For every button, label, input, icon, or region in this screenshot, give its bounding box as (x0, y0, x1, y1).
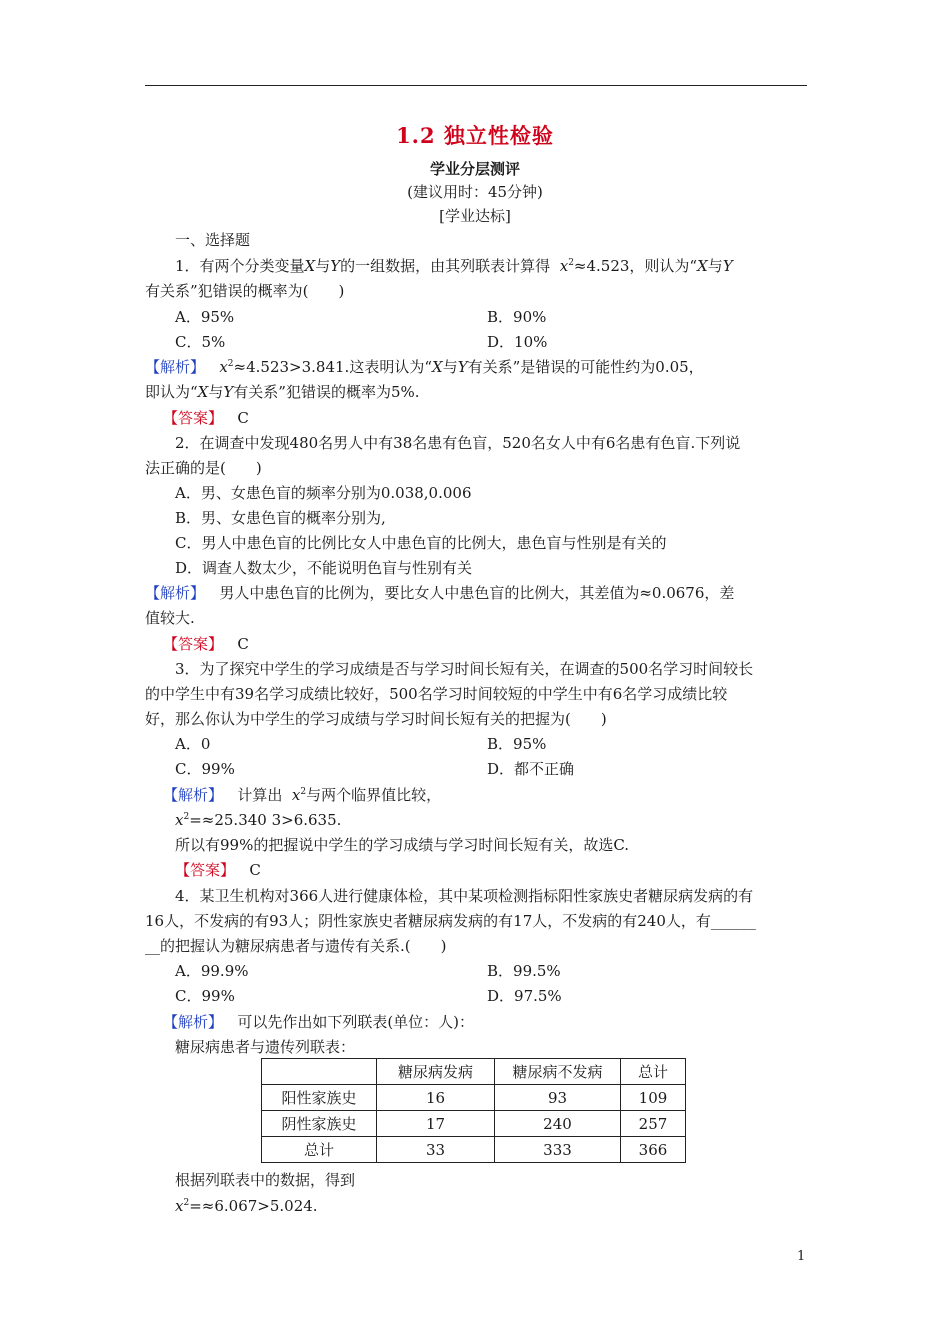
q3-answer: 【答案】 C (175, 861, 261, 879)
q3-option-d: D．都不正确 (487, 760, 575, 778)
q3-stem-line1: 3．为了探究中学生的学习成绩是否与学习时间长短有关，在调查的500名学习时间较长 (175, 660, 754, 678)
q3-analysis-line2: $x^2=\approx 25.340$ 3>6.635. (175, 811, 342, 829)
table-cell: 16 (377, 1085, 495, 1111)
q1-analysis-line2: 即认为“X与Y有关系”犯错误的概率为5%. (145, 383, 420, 401)
q1-option-d: D．10% (487, 333, 548, 351)
subtitle: 学业分层测评 (429, 160, 520, 178)
q1-analysis-line1: 【解析】 $x^2\approx 4.523>3.841$.这表明认为“X与Y有关系”是错误的可能性约为0.05， (145, 358, 704, 376)
part-heading: 一、选择题 (175, 231, 251, 249)
q1-option-a: A．95% (175, 308, 235, 326)
table-row (262, 1137, 686, 1163)
table-cell: 366 (621, 1137, 686, 1163)
q4-stem-line1: 4．某卫生机构对366人进行健康体检，其中某项检测指标阳性家族史者糖尿病发病的有 (175, 887, 754, 905)
q4-stem-line3: __的把握认为糖尿病患者与遗传有关系.( ) (145, 937, 447, 955)
table-cell: 17 (377, 1111, 495, 1137)
q2-option-a: A．男、女患色盲的频率分别为0.038,0.006 (175, 484, 472, 502)
q4-option-a: A．99.9% (175, 962, 249, 980)
page-number: 1 (797, 1249, 806, 1264)
table-header-cell: 总计 (621, 1059, 686, 1085)
q4-option-c: C．99% (175, 987, 235, 1005)
table-header-cell (262, 1059, 377, 1085)
table-cell: 257 (621, 1111, 686, 1137)
q2-answer: 【答案】 C (163, 635, 249, 653)
table-cell: 总计 (262, 1137, 377, 1163)
time-note: (建议用时：45分钟) (407, 183, 543, 201)
q1-option-c: C．5% (175, 333, 226, 351)
table-row (262, 1111, 686, 1137)
q4-option-b: B．99.5% (487, 962, 561, 980)
q3-option-a: A．0 (175, 735, 211, 753)
q2-option-c: C．男人中患色盲的比例比女人中患色盲的比例大，患色盲与性别是有关的 (175, 534, 667, 552)
q1-stem-line2: 有关系”犯错误的概率为( ) (145, 282, 345, 300)
q4-analysis-line1: 【解析】 可以先作出如下列联表(单位：人)： (163, 1013, 475, 1031)
page-title: 1.2 独立性检验 (396, 123, 554, 148)
q2-option-b: B．男、女患色盲的概率分别为, (175, 509, 386, 527)
q1-answer: 【答案】 C (163, 409, 249, 427)
table-cell: 阴性家族史 (262, 1111, 377, 1137)
q3-analysis-line3: 所以有99%的把握说中学生的学习成绩与学习时间长短有关，故选C. (175, 836, 630, 854)
q3-option-c: C．99% (175, 760, 235, 778)
table-header-cell: 糖尿病不发病 (495, 1059, 621, 1085)
q1-stem-line1: 1．有两个分类变量X与Y的一组数据，由其列联表计算得 $x^2\approx 4.523$，则认为“X与Y (175, 257, 733, 275)
table-header-cell: 糖尿病发病 (377, 1059, 495, 1085)
q4-stem-line2: 16人，不发病的有93人；阴性家族史者糖尿病发病的有17人，不发病的有240人，有______ (145, 912, 756, 930)
q2-option-d: D．调查人数太少，不能说明色盲与性别有关 (175, 559, 473, 577)
q3-stem-line2: 的中学生中有39名学习成绩比较好，500名学习时间较短的中学生中有6名学习成绩比较 (145, 685, 728, 703)
analysis-tag: 【解析】 (145, 358, 206, 376)
q1-option-b: B．90% (487, 308, 547, 326)
contingency-table (261, 1058, 686, 1163)
table-row (262, 1085, 686, 1111)
table-cell: 33 (377, 1137, 495, 1163)
q3-stem-line3: 好，那么你认为中学生的学习成绩与学习时间长短有关的把握为( ) (145, 710, 607, 728)
q2-analysis-line1: 【解析】 男人中患色盲的比例为，要比女人中患色盲的比例大，其差值为≈0.0676，差 (145, 584, 735, 602)
header-rule (145, 85, 807, 86)
q3-option-b: B．95% (487, 735, 547, 753)
section-label: [学业达标] (439, 207, 511, 225)
table-cell: 240 (495, 1111, 621, 1137)
table-cell: 333 (495, 1137, 621, 1163)
q4-after-line1: 根据列联表中的数据，得到 (175, 1171, 356, 1189)
table-cell: 109 (621, 1085, 686, 1111)
table-cell: 阳性家族史 (262, 1085, 377, 1111)
q2-stem-line1: 2．在调查中发现480名男人中有38名患有色盲，520名女人中有6名患有色盲.下列说 (175, 434, 741, 452)
q3-analysis-line1: 【解析】 计算出 $x^2$与两个临界值比较， (163, 786, 442, 804)
table-cell: 93 (495, 1085, 621, 1111)
q2-analysis-line2: 值较大. (145, 609, 195, 627)
q2-stem-line2: 法正确的是( ) (145, 459, 262, 477)
q4-table-caption: 糖尿病患者与遗传列联表： (175, 1038, 356, 1056)
table-header-row (262, 1059, 686, 1085)
q4-option-d: D．97.5% (487, 987, 562, 1005)
q4-after-line2: $x^2=\approx 6.067>5.024$. (175, 1197, 318, 1215)
